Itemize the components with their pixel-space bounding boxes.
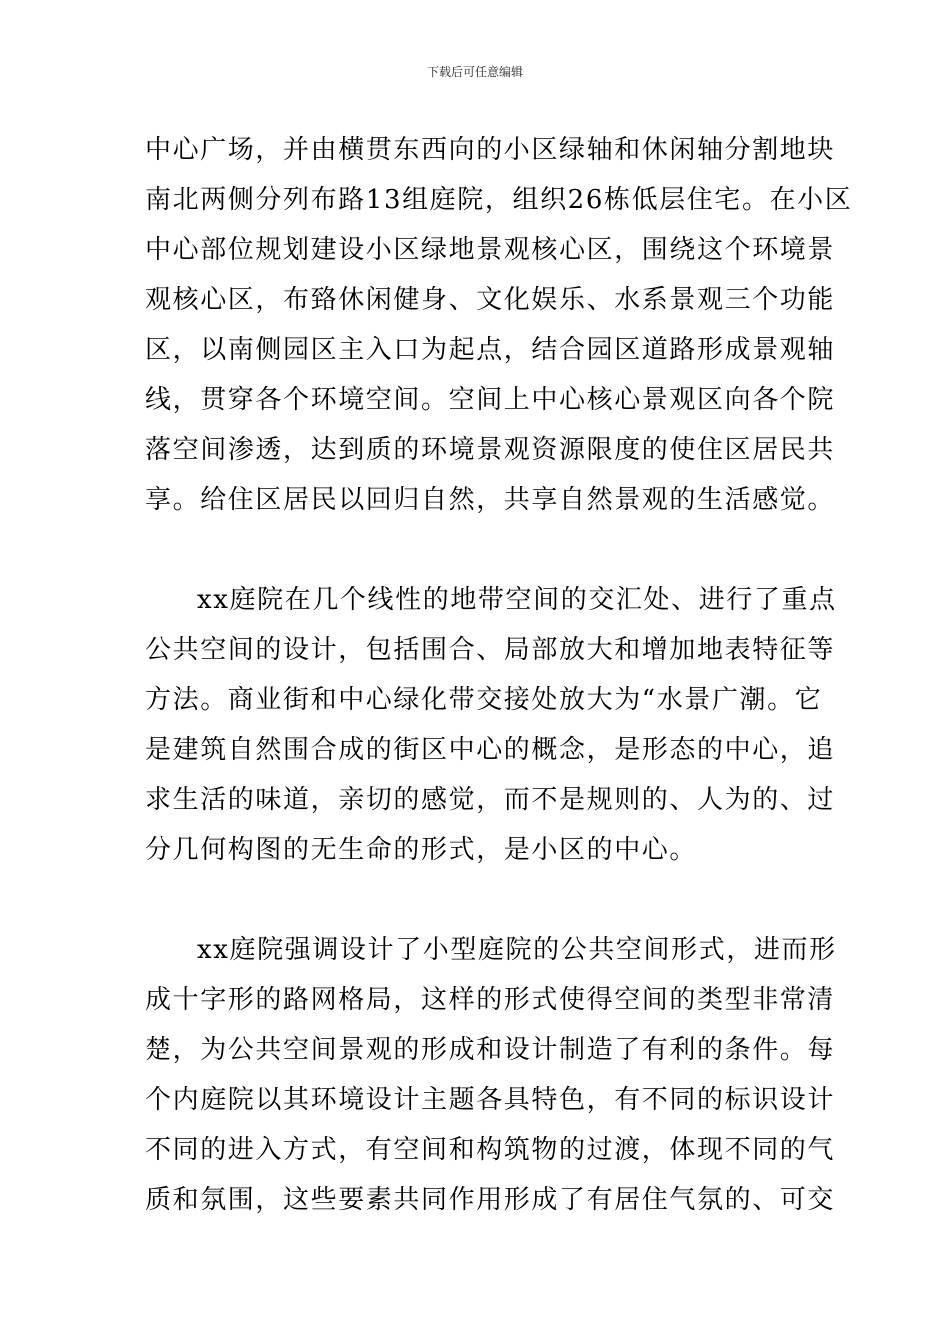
text-line: 求生活的味道，亲切的感觉，而不是规则的、人为的、过 — [145, 785, 836, 815]
text-line: 个内庭院以其环境设计主题各具特色，有不同的标识设计 — [145, 1085, 836, 1115]
text-line: 楚，为公共空间景观的形成和设计制造了有利的条件。每 — [145, 1035, 836, 1065]
text-line: 中心广场，并由横贯东西向的小区绿轴和休闲轴分割地块 — [145, 135, 836, 165]
paragraph — [145, 125, 853, 525]
page-header: 下载后可任意编辑 — [426, 65, 523, 79]
paragraph-gap — [145, 525, 809, 575]
paragraph — [145, 925, 837, 1225]
document-body — [145, 125, 853, 1225]
paragraph-gap — [145, 875, 809, 925]
text-line: 不同的进入方式，有空间和构筑物的过渡，体现不同的气 — [145, 1135, 836, 1165]
text-line: 线，贯穿各个环境空间。空间上中心核心景观区向各个院 — [145, 385, 836, 415]
text-line: 方法。商业街和中心绿化带交接处放大为“水景广潮。它 — [145, 685, 823, 715]
text-line: 南北两侧分列布路13组庭院，组织26栋低层住宅。在小区 — [145, 185, 853, 215]
text-line: 分几何构图的无生命的形式，是小区的中心。 — [145, 835, 698, 865]
text-line: 公共空间的设计，包括围合、局部放大和增加地表特征等 — [145, 635, 836, 665]
text-line: 成十字形的路网格局，这样的形式使得空间的类型非常清 — [145, 985, 836, 1015]
text-line: 享。给住区居民以回归自然，共享自然景观的生活感觉。 — [145, 485, 836, 515]
text-line: xx庭院在几个线性的地带空间的交汇处、进行了重点 — [197, 585, 837, 615]
paragraph — [145, 575, 837, 875]
text-line: 落空间渗透，达到质的环境景观资源限度的使住区居民共 — [145, 435, 836, 465]
text-line: 观核心区，布臵休闲健身、文化娱乐、水系景观三个功能 — [145, 285, 836, 315]
text-line: 区，以南侧园区主入口为起点，结合园区道路形成景观轴 — [145, 335, 836, 365]
text-line: 是建筑自然围合成的街区中心的概念，是形态的中心，追 — [145, 735, 836, 765]
text-line: 中心部位规划建设小区绿地景观核心区，围绕这个环境景 — [145, 235, 836, 265]
text-line: 质和氛围，这些要素共同作用形成了有居住气氛的、可交 — [145, 1185, 836, 1215]
text-line: xx庭院强调设计了小型庭院的公共空间形式，进而形 — [197, 935, 837, 965]
